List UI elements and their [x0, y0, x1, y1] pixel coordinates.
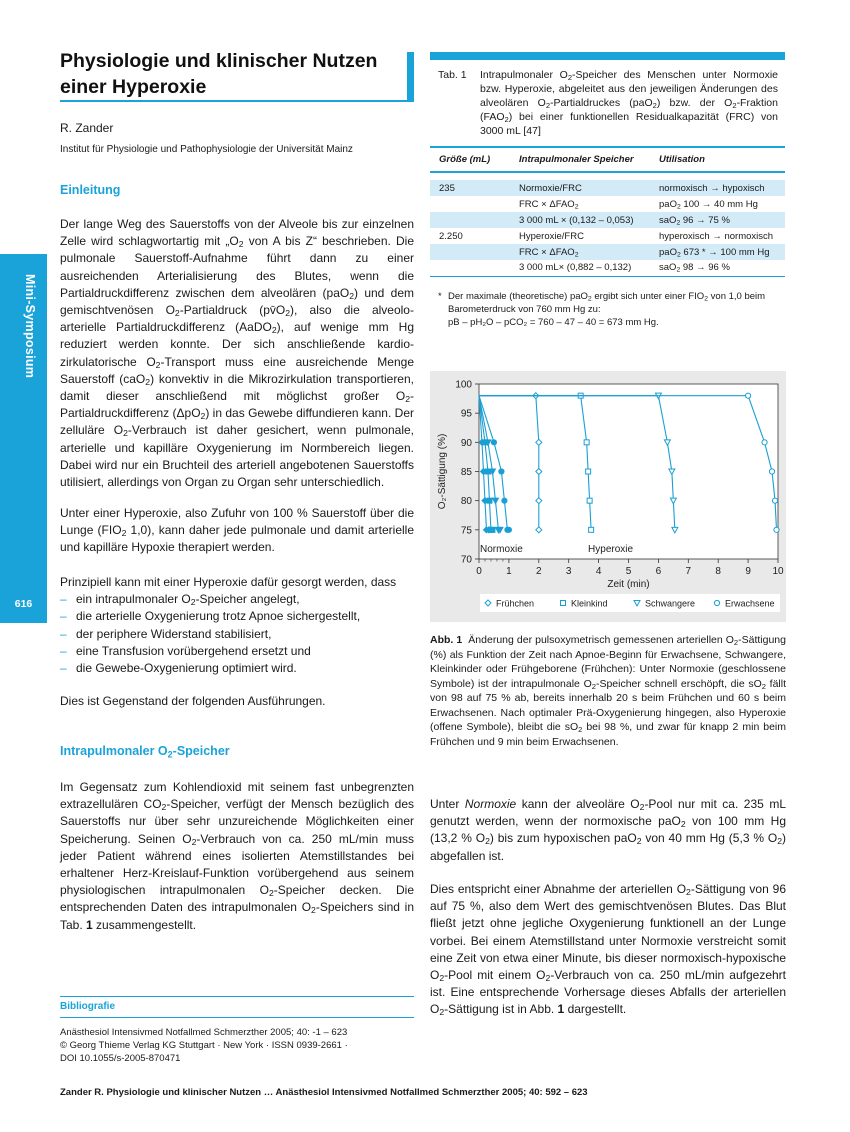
data-point-circle [491, 440, 496, 445]
side-tab-label: Mini-Symposium [23, 274, 37, 379]
figure-caption: Abb. 1 Änderung der pulsoxymetrisch gemessenen arteriellen $O_2$-Sättigung (%) als Funktion der Zeit nach Apnoe-Beginn für Erwachsene, Schwangere, Kleinkinder oder Frühgeborene (Frühchen): Unter Normoxie (geschlossene Symbole) ist der intrapulmonale $O_2$-Speicher schnell erschöpft, die $sO_2$ fällt von 98 auf 75 % ab, bereits innerhalb 20 s beim Frühchen und 60 s beim Erwachsenen. Nach optimaler Prä-Oxygenierung hingegen, also Hyperoxie (offene Symbole), bleibt die $sO_2$ bei 98 %, und zwar für knapp 2 min beim Frühchen und 9 min beim Erwachsenen. [430, 634, 787, 748]
data-point-square [584, 440, 589, 445]
section-side-tab [0, 254, 47, 623]
intro-paragraph: Der lange Weg des Sauerstoffs von der Alveole bis zur einzelnen Zelle wird schlagwortartig mit $„O_2$ von A bis Z“ beschrieben. Die pulmonale Sauerstoff-Aufnahme führt dann zu einer ausreichenden Arterialisierung des Blutes, wenn die Partialdruckdifferenz zwischen dem alveolären (paO$_2$) und dem gemischtvenösen $O_2$-Partialdruck $(pv̄O_2)$, also die alveolo-arterielle Partialdruckdifferenz (AaDO$_2$), auf wenige mm Hg reduziert werden konnte. Der sich anschließende kardio-zirkulatorische $O_2$-Transport muss eine ausreichende Menge Sauerstoff (caO$_2$) konvektiv in die Mikrozirkulation transportieren, damit dieser anschließend mit möglichst großer $O_2$-Partialdruckdifferenz (ΔpO$_2$) in das Gewebe diffundieren kann. Der zelluläre $O_2$-Verbrauch ist daher gesichert, wenn pulmonale, arterielle und kapilläre Oxygenierung im Normbereich liegen. Dabei wird nur ein Bruchteil des arteriell angebotenen Sauerstoffs utilisiert, allerdings von Organ zu Organ sehr unterschiedlich. [60, 217, 415, 490]
saturation-chart [430, 371, 786, 622]
y-tick-label: 80 [460, 496, 472, 508]
legend-marker-circle [714, 600, 719, 605]
table-footnote: * Der maximale (theoretische) paO$_2$ ergibt sich unter einer $FIO_2$ von 1,0 beim Barometerdruck von 760 mm Hg zu: pB – pH₂O – pCO₂ = 760 – 47 – 40 = 673 mm Hg. [438, 291, 766, 328]
figure-chart-panel [430, 371, 786, 622]
table-header-row: Größe (mL) Intrapulmonaler Speicher Utilisation [430, 147, 785, 172]
legend-label: Erwachsene [725, 598, 775, 609]
list-item: – eine Transfusion vorübergehend ersetzt und [60, 643, 414, 660]
normoxia-paragraph: Unter Normoxie kann der alveoläre $O_2$-Pool nur mit ca. 235 mL genutzt werden, wenn der normoxische paO$_2$ von 100 mm Hg (13,2 % $O_2$) bis zum hypoxischen paO$_2$ von 40 mm Hg (5,3 % $O_2$) abgefallen ist. [430, 797, 787, 863]
legend-label: Frühchen [496, 598, 535, 609]
data-point-square [487, 498, 492, 503]
x-tick-label: 1 [506, 566, 512, 577]
list-block [60, 574, 414, 677]
x-tick-label: 9 [745, 566, 751, 577]
x-tick-label: 2 [536, 566, 542, 577]
x-tick-label: 7 [685, 566, 692, 577]
data-point-circle [762, 440, 767, 445]
page-title: Physiologie und klinischer Nutzen einer Hyperoxie [60, 50, 378, 98]
x-tick-label: 0 [476, 566, 482, 577]
x-tick-label: 6 [655, 566, 662, 577]
x-tick-label: 3 [565, 566, 572, 577]
page-number: 616 [14, 598, 33, 610]
x-tick-label: 10 [772, 566, 784, 577]
y-tick-label: 100 [455, 379, 472, 391]
data-point-circle [499, 469, 504, 474]
hyperoxia-paragraph: Unter einer Hyperoxie, also Zufuhr von 100 % Sauerstoff über die Lunge ($FIO_2$ 1,0), kann daher jede pulmonale und damit arterielle und kapilläre Hypoxie therapiert werden. [60, 506, 415, 555]
y-tick-label: 70 [460, 554, 472, 566]
follow-paragraph: Dies ist Gegenstand der folgenden Ausführungen. [60, 694, 326, 708]
bibliography-rule-bottom [60, 1017, 414, 1018]
title-accent-bar [407, 52, 414, 102]
bibliography-text: Anästhesiol Intensivmed Notfallmed Schmerzther 2005; 40: -1 – 623 © Georg Thieme Verlag KG Stuttgart · New York · ISSN 0939-2661 · DOI 10.1055/s-2005-870471 [60, 1027, 348, 1064]
o2-store-table [430, 146, 785, 277]
data-point-circle [746, 393, 751, 398]
list-item: – ein intrapulmonaler $O_2$-Speicher angelegt, [60, 591, 414, 608]
data-point-circle [769, 469, 774, 474]
data-point-square [586, 469, 591, 474]
data-point-circle [502, 498, 507, 503]
table-caption: Tab. 1 Intrapulmonaler $O_2$-Speicher des Menschen unter Normoxie bzw. Hyperoxie, abgeleitet aus den jeweiligen Änderungen des alveolären $O_2$-Partialdruckes (paO$_2$) bzw. der $O_2$-Fraktion $(FAO_2)$ bei einer funktionellen Residualkapazität (FRC) von 3000 mL [47] [438, 69, 778, 137]
title-rule [60, 100, 414, 102]
annotation-hyperoxie: Hyperoxie [588, 544, 634, 555]
benefit-list [60, 591, 414, 677]
data-point-circle [772, 498, 777, 503]
x-tick-label: 8 [715, 566, 721, 577]
legend-label: Kleinkind [571, 598, 608, 609]
bibliography-heading: Bibliografie [60, 1001, 116, 1012]
annotation-normoxie: Normoxie [480, 544, 523, 555]
list-item: – die Gewebe-Oxygenierung optimiert wird. [60, 660, 414, 677]
list-item: – der periphere Widerstand stabilisiert, [60, 626, 414, 643]
saturation-paragraph: Dies entspricht einer Abnahme der arteriellen $O_2$-Sättigung von 96 auf 75 %, also dem Wert des gemischtvenösen Blutes. Das Blut fließt jetzt ohne jegliche Oxygenierung funktionell an der Lunge vorbei. Bei einem Atemstillstand unter Normoxie verstreicht somit eine Zeit von etwa einer Minute, bis dieser normoxisch-hypoxische $O_2$-Pool mit einem $O_2$-Verbrauch von ca. 250 mL/min aufgezehrt ist. Eine entsprechende Vorhersage dieses Abfalls der arteriellen $O_2$-Sättigung ist in Abb. 1 dargestellt. [430, 882, 787, 1018]
table-row: 3 000 mL× (0,882 – 0,132) saO$_2$ 98 → 96 % [430, 260, 785, 276]
section-heading-intro: Einleitung [60, 183, 121, 197]
data-point-square [490, 527, 495, 532]
plot-area [479, 384, 778, 559]
y-tick-label: 75 [460, 525, 472, 537]
data-point-square [589, 527, 594, 532]
section-heading-o2-store: Intrapulmonaler $O_2$-Speicher [60, 744, 230, 760]
table-row: FRC × $\Delta FAO_2$ paO$_2$ 100 → 40 mm Hg [519, 198, 758, 211]
table-top-bar [430, 52, 785, 60]
x-axis-label: Zeit (min) [607, 579, 650, 590]
x-tick-label: 4 [595, 566, 602, 577]
y-tick-label: 85 [460, 467, 472, 478]
list-intro: Prinzipiell kann mit einer Hyperoxie dafür gesorgt werden, dass [60, 575, 397, 589]
legend-marker-square [561, 601, 566, 606]
x-tick-label: 5 [625, 566, 632, 577]
table-row: 235 Normoxie/FRC normoxisch → hypoxisch [430, 180, 785, 196]
data-point-circle [774, 527, 779, 532]
author: R. Zander [60, 121, 114, 135]
o2-store-paragraph: Im Gegensatz zum Kohlendioxid mit seinem fast unbegrenzten extrazellulären $CO_2$-Speicher, verfügt der Mensch bezüglich des Sauerstoffs nur über sehr unzureichende Möglichkeiten einer Speicherung. Seinen $O_2$-Verbrauch von ca. 250 mL/min muss jeder Patient während eines isolierten Atemstillstandes bei erhaltener Herz-Kreislauf-Funktion vorübergehend aus seinem physiologischen intrapulmonalen $O_2$-Speicher decken. Die entsprechenden Daten des intrapulmonalen $O_2$-Speichers sind in Tab. 1 zusammengestellt. [60, 780, 415, 932]
y-tick-label: 95 [460, 408, 472, 420]
table-row: FRC × $\Delta FAO_2$ paO$_2$ 673 * → 100 mm Hg [430, 244, 785, 260]
y-tick-label: 90 [460, 437, 472, 449]
running-footer: Zander R. Physiologie und klinischer Nutzen … Anästhesiol Intensivmed Notfallmed Schmerzther 2005; 40: 592 – 623 [60, 1087, 588, 1098]
table-row: 3 000 mL × (0,132 – 0,053) saO$_2$ 96 → 75 % [430, 212, 785, 228]
bibliography-rule-top [60, 996, 414, 997]
y-axis-label: O₂-Sättigung (%) [437, 433, 448, 510]
data-point-square [587, 498, 592, 503]
data-point-circle [506, 527, 511, 532]
legend-label: Schwangere [645, 598, 696, 609]
institution: Institut für Physiologie und Pathophysiologie der Universität Mainz [60, 144, 353, 155]
list-item: – die arterielle Oxygenierung trotz Apnoe sichergestellt, [60, 608, 414, 625]
table-row: 2.250 Hyperoxie/FRC hyperoxisch → normoxisch [439, 230, 774, 242]
